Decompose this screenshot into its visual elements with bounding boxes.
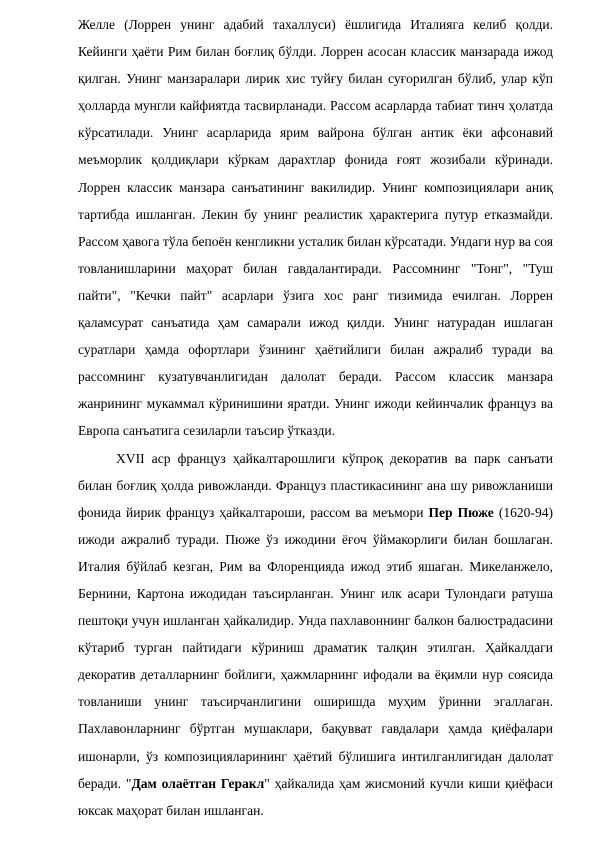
paragraph-text: XVII аср француз ҳайкалтарошлиги кўпроқ декоратив ва парк санъати билан боғлиқ ҳолда ривожланди. Француз пластикасининг ана шу ривожланиши фонида йирик француз ҳайкалтароши, рассом ва меъмори [78,450,553,520]
title-resting-hercules: Дам олаётган Геракл [131,775,265,791]
document-page [78,11,553,824]
paragraph-lorrain: Желле (Лоррен унинг адабий тахаллуси) ёшлигида Италияга келиб қолди. Кейинги ҳаёти Рим билан боғлиқ бўлди. Лоррен асосан классик манзарада ижод қилган. Унинг манзаралари лирик хис туйғу билан суғорилган бўлиб, улар кўп ҳолларда мунгли кайфиятда тасвирланади. Рассом асарларда табиат тинч ҳолатда кўрсатилади. Унинг асарларида ярим вайрона бўлган антик ёки афсонавий меъморлик қолдиқлари кўркам дарахтлар фонида ғоят жозибали кўринади. Лоррен классик манзара санъатининг вакилидир. Унинг композициялари аниқ тартибда ишланган. Лекин бу унинг реалистик ҳарактерига путур етказмайди. Рассом ҳавога тўла бепоён кенгликни усталик билан кўрсатади. Ундаги нур ва соя товланишларини маҳорат билан гавдалантиради. Рассомнинг "Тонг", "Туш пайти", "Кечки пайт" асарлари ўзига хос ранг тизимида ечилган. Лоррен қаламсурат санъатида ҳам самарали ижод қилди. Унинг натурадан ишлаган суратлари ҳамда офортлари ўзининг ҳаётийлиги билан ажралиб туради ва рассомнинг кузатувчанлигидан далолат беради. Рассом классик манзара жанрининг мукаммал кўринишини яратди. Унинг ижоди кейинчалик француз ва Европа санъатига сезиларли таъсир ўтказди. [78,17,553,439]
paragraph-sculpture [78,445,553,824]
paragraph-text: " ҳайкалида ҳам жисмоний кучли киши қиёфаси юксак маҳорат билан ишланган. [78,775,553,818]
name-puget: Пер Пюже [428,504,494,520]
paragraph-text: (1620-94) ижоди ажралиб туради. Пюже ўз ижодини ёғоч ўймакорлиги билан бошлаган. Италия бўйлаб кезган, Рим ва Флоренцияда ижод этиб яшаган. Микеланжело, Бернини, Картона ижодидан таъсирланган. Унинг илк асари Тулондаги ратуша пештоқи учун ишланган ҳайкалидир. Унда пахлавоннинг балкон балюстрадасини кўтариб турган пайтидаги кўриниш драматик талқин этилган. Ҳайкалдаги декоратив деталларнинг бойлиги, ҳажмларнинг ифодали ва ёқимли нур соясида товланиши унинг таъсирчанлигини оширишда муҳим ўринни эгаллаган. Пахлавонларнинг бўртган мушаклари, бақувват гавдалари ҳамда қиёфалари ишонарли, ўз композицияларининг ҳаётий бўлишига интилганлигидан далолат беради. " [78,504,554,791]
